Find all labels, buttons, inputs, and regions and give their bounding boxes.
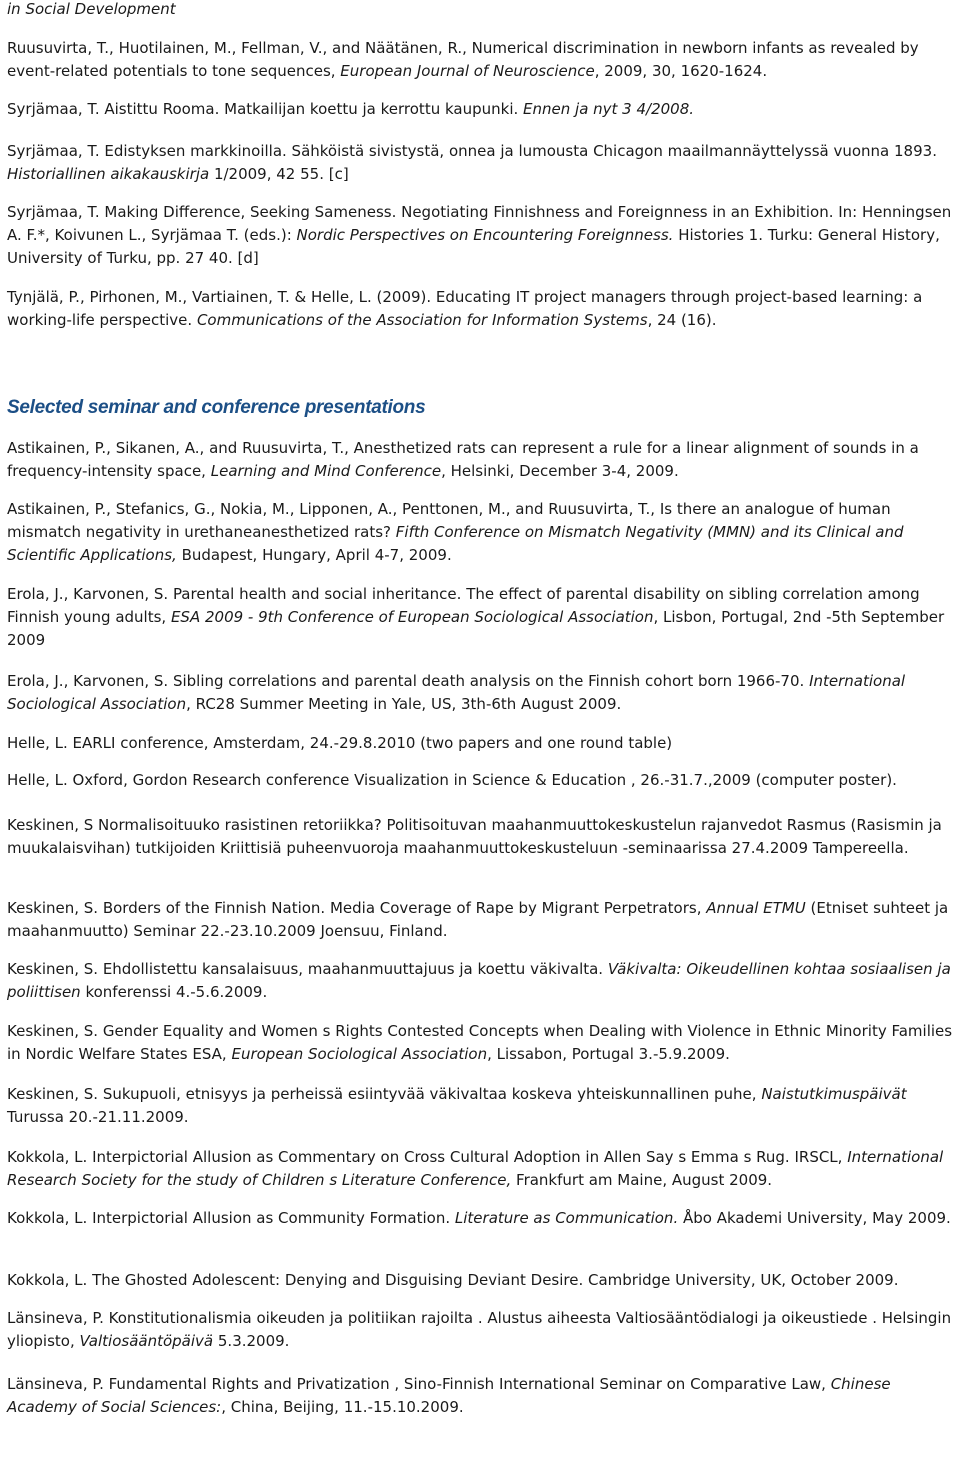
entry-text: Keskinen, S. Ehdollistettu kansalaisuus, maahanmuuttajuus ja koettu väkivalta. [7,960,608,978]
presentation-entry [7,769,953,792]
section-heading: Selected seminar and conference presentations [7,397,426,418]
entry-italic: Communications of the Association for Information Systems [196,311,648,329]
entry-text: Syrjämaa, T. Aistittu Rooma. Matkailijan koettu ja kerrottu kaupunki. [7,100,524,118]
entry-tail: (Etniset suhteet ja maahanmuutto) Seminar 22.-23.10.2009 Joensuu, Finland. [7,899,949,940]
entry-italic: Ennen ja nyt 3 4/2008. [523,100,695,118]
entry-tail: , Lisbon, Portugal, 2nd -5th September 2009 [7,608,945,649]
entry-text: Keskinen, S. Borders of the Finnish Nation. Media Coverage of Rape by Migrant Perpetrators, [7,899,707,917]
entry-tail: , Helsinki, December 3-4, 2009. [441,462,679,480]
publication-entry [7,201,953,270]
presentation-entry [7,897,953,943]
entry-text: Keskinen, S. Sukupuoli, etnisyys ja perheissä esiintyvää väkivaltaa koskeva yhteiskunnallinen puhe, [7,1085,762,1103]
entry-text: Kokkola, L. The Ghosted Adolescent: Denying and Disguising Deviant Desire. Cambridge University, UK, October 2009. [7,1271,899,1289]
entry-italic: European Sociological Association [231,1045,488,1063]
entry-italic: ESA 2009 - 9th Conference of European Sociological Association [170,608,654,626]
presentation-entry [7,670,953,716]
entry-italic: Naistutkimuspäivät [761,1085,907,1103]
entry-italic: Historiallinen aikakauskirja [7,165,210,183]
entry-italic: International Research Society for the study of Children s Literature Conference, [7,1148,944,1189]
presentation-entry [7,1020,953,1066]
entry-italic: Valtiosääntöpäivä [79,1332,214,1350]
entry-italic: Chinese Academy of Social Sciences: [7,1375,891,1416]
entry-text: Syrjämaa, T. Making Difference, Seeking Sameness. Negotiating Finnishness and Foreignness in an Exhibition. In: Henningsen A. F.*, Koivunen L., Syrjämaa T. (eds.): [7,203,952,244]
entry-tail: Turussa 20.-21.11.2009. [7,1108,189,1126]
publication-entry [7,37,953,83]
entry-tail: , Lissabon, Portugal 3.-5.9.2009. [487,1045,730,1063]
entry-tail: Åbo Akademi University, May 2009. [678,1209,951,1227]
presentation-entry [7,583,953,652]
publication-entry [7,140,953,186]
top-fragment: in Social Development [7,0,176,18]
entry-text: Erola, J., Karvonen, S. Sibling correlations and parental death analysis on the Finnish cohort born 1966-70. [7,672,810,690]
presentation-entry [7,958,953,1004]
entry-italic: Literature as Communication. [454,1209,679,1227]
entry-italic: Nordic Perspectives on Encountering Foreignness. [296,226,674,244]
entry-text: Astikainen, P., Stefanics, G., Nokia, M., Lipponen, A., Penttonen, M., and Ruusuvirta, T., Is there an analogue of human mismatch negativity in urethaneanesthetized rats? [7,500,891,541]
publication-entry [7,98,953,121]
entry-text: Astikainen, P., Sikanen, A., and Ruusuvirta, T., Anesthetized rats can represent a rule for a linear alignment of sounds in a frequency-intensity space, [7,439,919,480]
presentation-entry [7,1307,953,1353]
entry-text: Tynjälä, P., Pirhonen, M., Vartiainen, T. & Helle, L. (2009). Educating IT project managers through project-based learning: a working-life perspective. [7,288,923,329]
entry-tail: Histories 1. Turku: General History, University of Turku, pp. 27 40. [d] [7,226,940,267]
presentation-entry [7,1207,953,1230]
publication-entry [7,286,953,332]
entry-tail: , 2009, 30, 1620-1624. [594,62,768,80]
entry-text: Keskinen, S. Gender Equality and Women s Rights Contested Concepts when Dealing with Violence in Ethnic Minority Families in Nordic Welfare States ESA, [7,1022,953,1063]
entry-text: Ruusuvirta, T., Huotilainen, M., Fellman, V., and Näätänen, R., Numerical discrimination in newborn infants as revealed by event-related potentials to tone sequences, [7,39,919,80]
entry-text: Helle, L. EARLI conference, Amsterdam, 24.-29.8.2010 (two papers and one round table) [7,734,673,752]
entry-text: Helle, L. Oxford, Gordon Research conference Visualization in Science & Education , 26.-31.7.,2009 (computer poster). [7,771,897,789]
entry-text: Kokkola, L. Interpictorial Allusion as Commentary on Cross Cultural Adoption in Allen Say s Emma s Rug. IRSCL, [7,1148,848,1166]
presentation-entry [7,1146,953,1192]
entry-italic: Fifth Conference on Mismatch Negativity (MMN) and its Clinical and Scientific Applications, [7,523,904,564]
entry-tail: , RC28 Summer Meeting in Yale, US, 3th-6th August 2009. [186,695,622,713]
entry-text: Erola, J., Karvonen, S. Parental health and social inheritance. The effect of parental disability on sibling correlation among Finnish young adults, [7,585,920,626]
entry-italic: Väkivalta: Oikeudellinen kohtaa sosiaalisen ja poliittisen [7,960,951,1001]
entry-tail: Budapest, Hungary, April 4-7, 2009. [176,546,452,564]
presentation-entry [7,814,953,860]
entry-text: Syrjämaa, T. Edistyksen markkinoilla. Sähköistä sivistystä, onnea ja lumousta Chicagon maailmannäyttelyssä vuonna 1893. [7,142,937,160]
entry-text: Keskinen, S Normalisoituuko rasistinen retoriikka? Politisoituvan maahanmuuttokeskustelun rajanvedot Rasmus (Rasismin ja muukalaisvihan) tutkijoiden Kriittisiä puheenvuoroja maahanmuuttokeskusteluun -seminaarissa 27.4.2009 Tampereella. [7,816,942,857]
entry-italic: Annual ETMU [706,899,806,917]
entry-tail: , 24 (16). [647,311,717,329]
presentation-entry [7,1373,953,1419]
entry-tail: Frankfurt am Maine, August 2009. [511,1171,773,1189]
presentation-entry [7,732,953,755]
entry-tail: 1/2009, 42 55. [c] [209,165,349,183]
entry-tail: konferenssi 4.-5.6.2009. [80,983,268,1001]
entry-tail: 5.3.2009. [213,1332,290,1350]
entry-text: Kokkola, L. Interpictorial Allusion as Community Formation. [7,1209,455,1227]
entry-italic: Learning and Mind Conference [210,462,442,480]
presentation-entry [7,498,953,567]
entry-italic: International Sociological Association [7,672,906,713]
entry-text: Länsineva, P. Konstitutionalismia oikeuden ja politiikan rajoilta . Alustus aiheesta Valtiosääntödialogi ja oikeustiede . Helsingin yliopisto, [7,1309,952,1350]
presentation-entry [7,1083,953,1129]
entry-italic: European Journal of Neuroscience [340,62,595,80]
presentation-entry [7,1269,953,1292]
entry-text: Länsineva, P. Fundamental Rights and Privatization , Sino-Finnish International Seminar on Comparative Law, [7,1375,831,1393]
presentation-entry [7,437,953,483]
entry-tail: , China, Beijing, 11.-15.10.2009. [221,1398,464,1416]
